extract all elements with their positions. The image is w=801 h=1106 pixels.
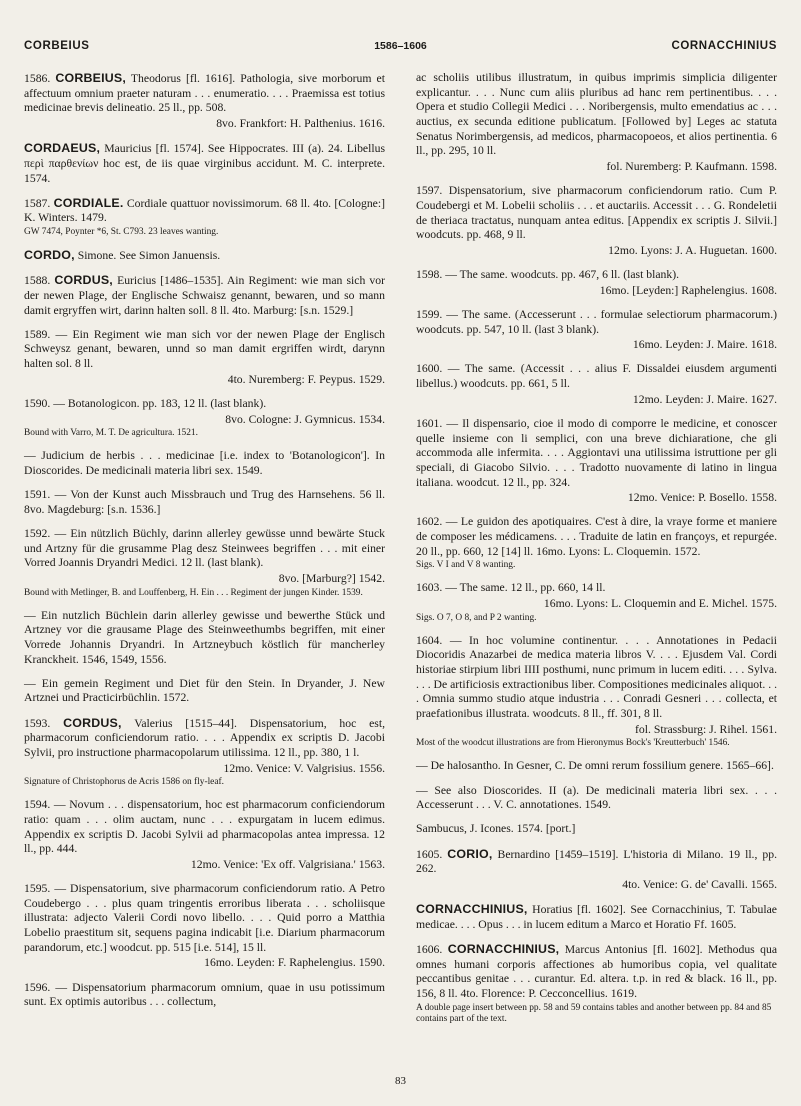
entry-text: — Dispensatorium pharmacorum omnium, quae in usu potissimum sunt. Ex optimis autoribus . . . collectum, [24, 980, 386, 1009]
entry-number: 1601. [416, 416, 443, 430]
entry-body [24, 677, 385, 706]
entry-body [24, 527, 385, 571]
entry-note: A double page insert between pp. 58 and 59 contains tables and another between pp. 84 and 85 contains part of the text. [416, 1002, 772, 1025]
entry-note: Sigs. V I and V 8 wanting. [416, 560, 516, 571]
catalogue-entry [24, 488, 385, 517]
entry-text: Bernardino [1459–1519]. L'historia di Milano. 19 ll., pp. 262. [416, 847, 777, 876]
entry-number: 1588. [24, 274, 51, 288]
entry-number: 1594. [24, 798, 51, 812]
entry-body [24, 716, 385, 761]
entry-body [416, 184, 777, 243]
entry-note: Bound with Varro, M. T. De agricultura. 1521. [24, 428, 198, 439]
running-header [24, 40, 777, 60]
entry-body [416, 71, 777, 159]
entry-body [416, 515, 777, 559]
entry-number: 1606. [416, 942, 443, 956]
entry-text: — In hoc volumine continentur. . . . Annotationes in Pedacii Diocoridis Anazarbei de medica materia libros V. . . . Ejusdem Val. Cordi historiae stirpium libri IIII posthumi, nunc primum in lucem editi. . . . Sylva. . . . De artificiosis extractionibus liber. Compositiones medicinales aliquot. . . . Omnia summo studio atque industria . . . Conradi Gesneri . . . collecta, et praefationibus illustrata. woodcuts. 8 ll., ff. 301, 8 ll. [416, 633, 777, 721]
entry-body [24, 882, 385, 955]
catalogue-entry [24, 397, 385, 440]
catalogue-entry [24, 798, 385, 872]
entry-number: 1603. [416, 581, 443, 595]
catalogue-entry [416, 847, 777, 893]
entry-number: 1589. [24, 327, 51, 341]
catalogue-entry [24, 248, 385, 264]
entry-text: — Ein nützlich Büchly, darinn allerley gewüsse unnd bewärte Stuck und Artzny für die grusamme Plag desz Steinwees begriffen . . . mit einer Vorred Joannis Dryandri Medici. 12 ll. (last blank). [24, 526, 386, 570]
entry-text: Sambucus, J. Icones. 1574. [port.] [416, 822, 576, 836]
catalogue-entry [24, 141, 385, 186]
entry-imprint: 16mo. Lyons: L. Cloquemin and E. Michel. 1575. [543, 597, 777, 611]
catalogue-entry [416, 268, 777, 298]
entry-text: — The same. (Accesserunt . . . formulae selectiorum pharmacorum.) woodcuts. pp. 547, 10 ll. (last 3 blank). [416, 307, 778, 336]
entry-imprint: 8vo. Cologne: J. Gymnicus. 1534. [225, 412, 385, 426]
entry-number: 1592. [24, 526, 51, 540]
catalogue-entry [24, 196, 385, 239]
entry-headword: CORNACCHINIUS, [416, 902, 528, 917]
entry-body [416, 902, 777, 932]
entry-number: 1591. [24, 488, 51, 502]
entry-body [24, 449, 385, 478]
entry-text: Marcus Antonius [fl. 1602]. Methodus qua omnes humani corporis affectiones ab humoribus copia, vel qualitate peccantibus genitae . . . curantur. Ed. altera. t.p. in red & black. 16 ll., pp. 156, 8 ll. 4to. Florence: P. Cecconcellius. 1619. [416, 942, 778, 1000]
entry-body [416, 847, 777, 877]
catalogue-entry [416, 902, 777, 932]
entry-body [24, 71, 385, 116]
entry-headword: CORBEIUS, [55, 71, 127, 85]
entry-note: Bound with Metlinger, B. and Louffenberg, H. Ein . . . Regiment der jungen Kinder. 1539. [24, 587, 363, 598]
entry-imprint: 12mo. Venice: P. Bosello. 1558. [627, 491, 777, 505]
entry-body [24, 141, 385, 186]
entry-imprint: 12mo. Venice: 'Ex off. Valgrisiana.' 1563. [190, 857, 385, 871]
entry-headword: CORIO, [447, 846, 493, 861]
entry-body [24, 328, 385, 372]
entry-headword: CORNACCHINIUS, [447, 941, 560, 956]
header-right: CORNACCHINIUS [671, 40, 777, 52]
entry-number: 1590. [24, 396, 51, 410]
entry-body [416, 268, 777, 283]
entry-body [24, 273, 385, 318]
left-column [24, 71, 385, 1019]
entry-note: Signature of Christophorus de Acris 1586 on fly-leaf. [24, 777, 224, 788]
entry-text: — Botanologicon. pp. 183, 12 ll. (last blank). [53, 396, 267, 410]
entry-imprint: 4to. Venice: G. de' Cavalli. 1565. [622, 877, 777, 891]
entry-imprint: fol. Strassburg: J. Rihel. 1561. [635, 722, 777, 736]
entry-text: — Novum . . . dispensatorium, hoc est pharmacorum conficiendorum ratio: quam . . . olim auctam, nunc . . . expurgatam in lucem edimus. Appendix ex scriptis D. Jacobi Sylvii ad pharmacopolas antea impressa. 12 ll., pp. 444. [24, 798, 385, 856]
header-left: CORBEIUS [24, 40, 90, 52]
entry-text: Dispensatorium, sive pharmacorum conficiendorum ratio. Cum P. Coudebergi et M. Lobelii scholiis . . . et auctariis. Accessit . . . G. Rondeletii de theriaca tractatus, nunquam antea editus. [Appendix ex scriptis J. Silvii.] woodcuts. pp. 468, 9 ll. [416, 184, 777, 242]
entry-headword: CORDO, [24, 248, 75, 263]
entry-text: — Il dispensario, cioe il modo di comporre le medicine, et conoscer quelle insieme con li semplici, con una breve dichiaratione, che gli accommoda alle infermita. . . . Aggiontavi una utilissima istruttione per gli speciali, di Giacobo Silvio. . . . Tradotto nuovamente di latino in lingua italiana. woodcut. 12 ll., pp. 324. [416, 416, 777, 489]
catalogue-entry [416, 784, 777, 813]
entry-text: — Dispensatorium, sive pharmacorum conficiendorum ratio. A Petro Coudebergo . . . plus quam tringentis erroribus liberata . . . scholiisque illustrata: adjecto Valerii Cordi novo libello. . . . Quid porro a Matthia Lobelio praestitum sit, sequens pagina indicabit [i.e. Diarium pharmacorum parandorum, etc.] woodcut. pp. 515 [i.e. 514], 15 ll. [24, 882, 385, 954]
catalogue-entry [416, 417, 777, 506]
entry-imprint: 16mo. Leyden: J. Maire. 1618. [632, 338, 777, 352]
entry-body [24, 196, 385, 226]
entry-imprint: 12mo. Venice: V. Valgrisius. 1556. [223, 761, 385, 775]
entry-note: Sigs. O 7, O 8, and P 2 wanting. [416, 612, 537, 623]
entry-text: — Ein nutzlich Büchlein darin allerley gewisse und bewerthe Stück und Artzney vor die grausame Plage des Steinweethumbs begriffen, mit einer Vorrede Johannis Dryandri. In Artzneybuch köstlich für mancherley Kranckheit. 1546, 1549, 1556. [24, 608, 385, 666]
entry-body [24, 798, 385, 857]
catalogue-entry [416, 362, 777, 407]
entry-number: 1587. [24, 196, 51, 210]
entry-body [24, 609, 385, 668]
entry-number: 1600. [416, 362, 443, 376]
entry-body [416, 784, 777, 813]
entry-text: — Von der Kunst auch Missbrauch und Trug des Harnsehens. 56 ll. 8vo. Magdeburg: [s.n. 1536.] [24, 488, 386, 516]
catalogue-entry [24, 273, 385, 318]
entry-note: GW 7474, Poynter *6, St. C793. 23 leaves wanting. [24, 227, 219, 238]
entry-headword: CORDUS, [63, 715, 122, 730]
entry-text: Simone. See Simon Januensis. [77, 249, 221, 263]
catalogue-entry [24, 882, 385, 971]
catalogue-entry [24, 328, 385, 388]
entry-text: Horatius [fl. 1602]. See Cornacchinius, T. Tabulae medicae. . . . Opus . . . in lucem editum a Marco et Horatio Ff. 1605. [416, 903, 777, 931]
catalogue-entry [416, 515, 777, 571]
entry-text: — Le guidon des apotiquaires. C'est à dire, la vraye forme et maniere de composer les médicamens. . . . Traduite de latin en françoys, et repurgée. 20 ll., pp. 660, 12 [14] ll. 16mo. Lyons: L. Cloquemin. 1572. [416, 515, 777, 558]
catalogue-entry [24, 981, 385, 1010]
entry-text: — See also Dioscorides. II (a). De medicinali materia libri sex. . . . Accesserunt . . . V. C. annotationes. 1549. [416, 783, 777, 812]
entry-text: — Ein Regiment wie man sich vor der newen Plage der Englisch Schweysz genant, bewaren, unnd so man damit ergriffen wirdt, darynn halten sol. 8 ll. [24, 327, 386, 371]
catalogue-entry [24, 677, 385, 706]
entry-headword: CORDIALE. [53, 195, 124, 210]
entry-body [416, 417, 777, 490]
catalogue-entry [416, 71, 777, 175]
entry-number: 1598. [416, 268, 443, 282]
right-column [416, 71, 777, 1035]
entry-note: Most of the woodcut illustrations are from Hieronymus Bock's 'Kreutterbuch' 1546. [416, 738, 730, 749]
entry-imprint: 16mo. [Leyden:] Raphelengius. 1608. [599, 283, 777, 297]
entry-number: 1596. [24, 980, 51, 994]
entry-text: ac scholiis utilibus illustratum, in quibus imprimis simplicia diligenter explicantur. . . . Nunc cum aliis pluribus ad hanc rem pertinentibus. . . . Opera et studio Collegii Medici . . . Noribergensis, multo emendatius ac . . . auctius, ex secunda editione publicatum. [Followed by] Leges ac statuta Senatus Norimbergensis, ad medicos, pharmacopoeos, et alios pertinentia. 6 ll., pp. 295, 10 ll. [416, 71, 777, 158]
catalogue-entry [24, 527, 385, 599]
catalogue-entry [24, 71, 385, 132]
catalogue-entry [416, 634, 777, 750]
entry-body [24, 248, 385, 264]
entry-text: Valerius [1515–44]. Dispensatorium, hoc est, pharmacorum conficiendorum ratio. . . . Appendix ex scriptis D. Jacobi Sylvii, pro instructione pharmacopolarum utilissima. 12 ll., pp. 380, 1 l. [24, 716, 385, 759]
entry-number: 1597. [416, 184, 443, 198]
entry-body [416, 362, 777, 391]
entry-headword: CORDUS, [54, 273, 113, 288]
entry-imprint: 4to. Nuremberg: F. Peypus. 1529. [227, 372, 385, 386]
entry-text: — Judicium de herbis . . . medicinae [i.e. index to 'Botanologicon']. In Dioscorides. De medicinali materia libri sex. 1549. [24, 449, 385, 477]
catalogue-entry [24, 609, 385, 668]
entry-body [416, 581, 777, 596]
entry-text: Cordiale quattuor novissimorum. 68 ll. 4to. [Cologne:] K. Winters. 1479. [24, 196, 386, 225]
page-number: 83 [395, 1075, 406, 1087]
entry-number: 1605. [416, 847, 443, 861]
entry-imprint: 16mo. Leyden: F. Raphelengius. 1590. [204, 956, 385, 970]
entry-imprint: fol. Nuremberg: P. Kaufmann. 1598. [606, 160, 777, 174]
catalogue-entry [24, 449, 385, 478]
entry-text: — The same. woodcuts. pp. 467, 6 ll. (last blank). [445, 268, 680, 282]
entry-body [24, 397, 385, 412]
entry-text: Theodorus [fl. 1616]. Pathologia, sive morborum et affectuum omnium praeter naturam . . . enumeratio. . . . Praemissa est totius medicinae brevis delineatio. 25 ll., pp. 508. [24, 72, 385, 115]
entry-body [24, 488, 385, 517]
catalogue-entry [416, 759, 777, 774]
entry-number: 1595. [24, 882, 51, 896]
entry-number: 1586. [24, 72, 51, 85]
catalogue-entry [416, 184, 777, 258]
entry-imprint: 8vo. [Marburg?] 1542. [278, 571, 385, 585]
entry-body [24, 981, 385, 1010]
entry-headword: CORDAEUS, [24, 141, 101, 156]
entry-text: Euricius [1486–1535]. Ain Regiment: wie man sich vor der newen Plage, der Englische Schwaisz genannt, bewaren, und so mann damit ergryffen wirt, darinn halten soll. 8 ll. 4to. Marburg: [s.n. 1529.] [24, 274, 386, 317]
header-center: 1586–1606 [374, 40, 427, 52]
entry-number: 1602. [416, 515, 443, 529]
entry-body [416, 759, 777, 774]
entry-imprint: 12mo. Leyden: J. Maire. 1627. [632, 392, 777, 406]
entry-imprint: 12mo. Lyons: J. A. Huguetan. 1600. [608, 243, 777, 257]
catalogue-entry [24, 716, 385, 789]
entry-text: — The same. (Accessit . . . alius F. Dissaldei eiusdem argumenti libellus.) woodcuts. pp. 661, 5 ll. [416, 362, 778, 391]
entry-body [416, 942, 777, 1002]
entry-text: — The same. 12 ll., pp. 660, 14 ll. [445, 581, 606, 595]
catalogue-entry [416, 308, 777, 353]
catalogue-entry [416, 942, 777, 1026]
entry-text: — De halosantho. In Gesner, C. De omni rerum fossilium genere. 1565–66]. [416, 759, 774, 773]
catalogue-entry [416, 822, 777, 837]
entry-body [416, 634, 777, 722]
entry-imprint: 8vo. Frankfort: H. Palthenius. 1616. [216, 117, 385, 131]
entry-number: 1599. [416, 307, 443, 321]
entry-text: — Ein gemein Regiment und Diet für den Stein. In Dryander, J. New Artznei und Practicirbüchlin. 1572. [24, 676, 385, 705]
entry-number: 1604. [416, 633, 443, 647]
entry-number: 1593. [24, 716, 51, 730]
entry-body [416, 308, 777, 337]
entry-body [416, 822, 777, 837]
catalogue-entry [416, 581, 777, 624]
entry-text: Mauricius [fl. 1574]. See Hippocrates. III (a). 24. Libellus περὶ παρθενίων hoc est, de iis quae virginibus accidunt. M. C. interprete. 1574. [24, 142, 385, 185]
